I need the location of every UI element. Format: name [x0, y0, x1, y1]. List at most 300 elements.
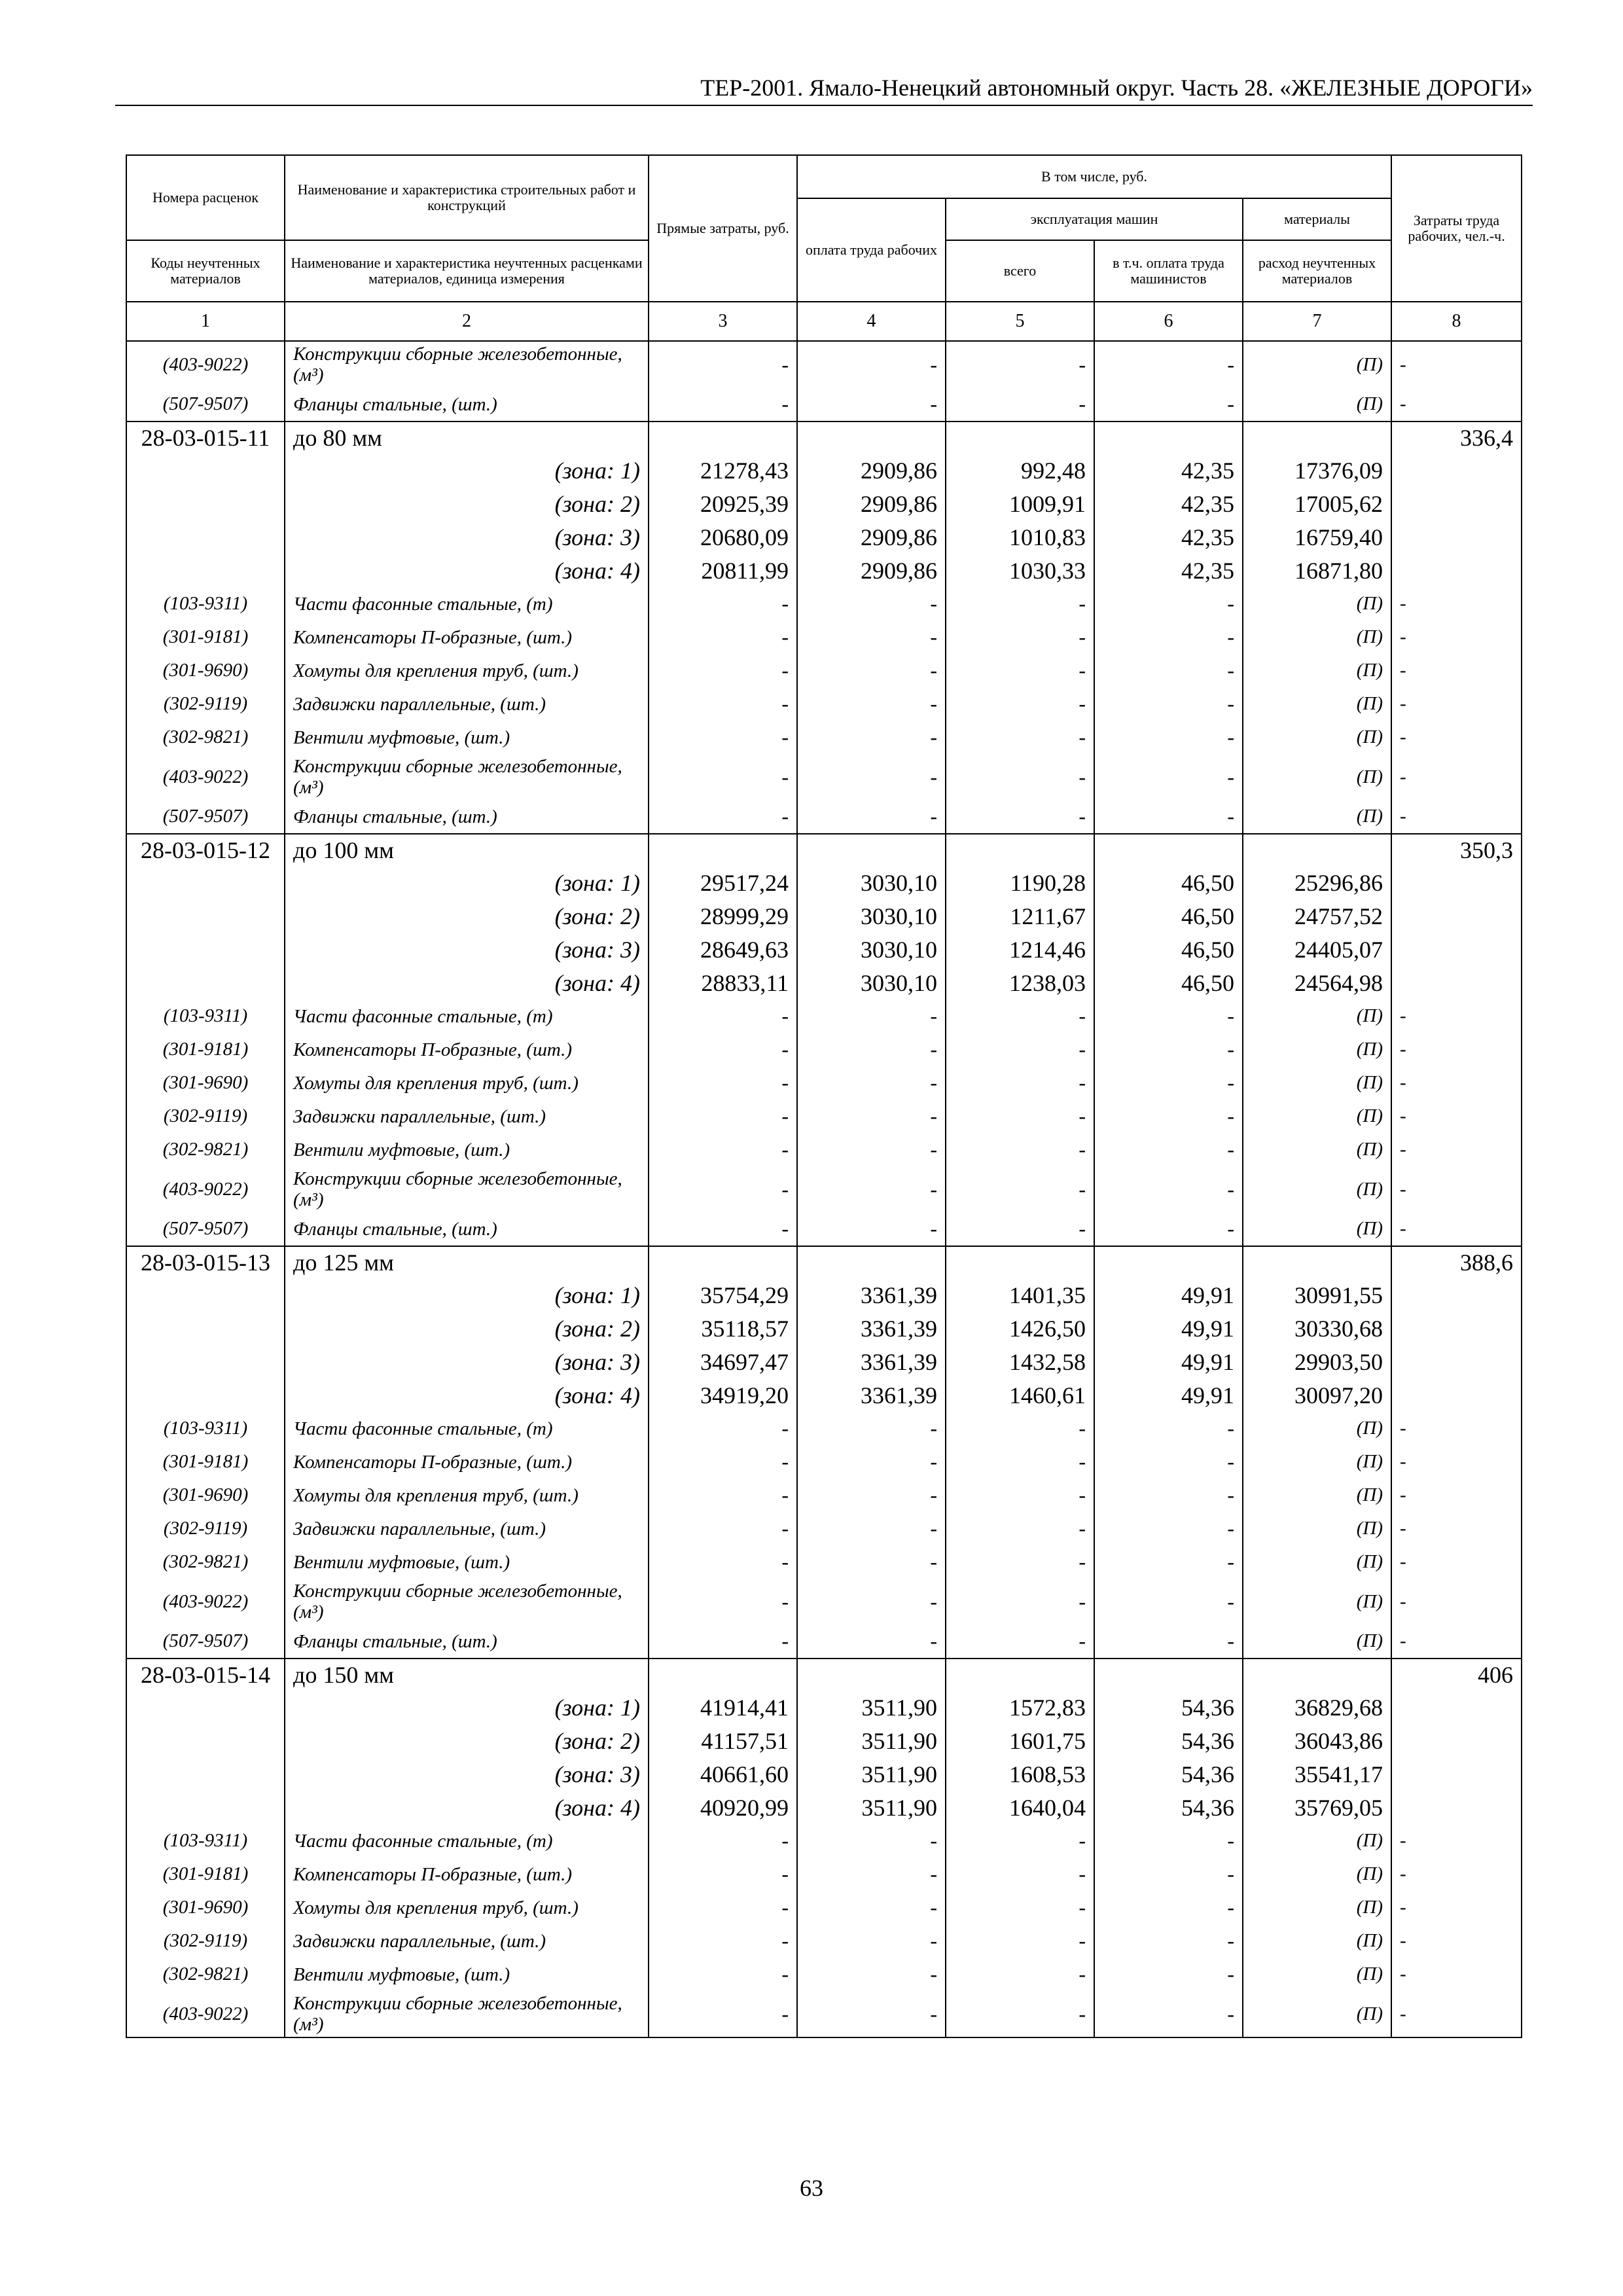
labor-costs-cell: - [1391, 1412, 1522, 1445]
machines-cell: - [946, 654, 1094, 687]
material-code: (301-9690) [126, 654, 285, 687]
labor-wages-cell: - [797, 687, 946, 721]
material-name-header: Наименование и характеристика неучтенных расценками материалов, единица измерения [285, 240, 649, 302]
empty-cell [1391, 520, 1522, 554]
labor-costs-cell: - [1391, 387, 1522, 422]
machines-total-header: всего [946, 240, 1094, 302]
machines-cell: - [946, 1166, 1094, 1212]
material-code: (103-9311) [126, 999, 285, 1033]
empty-cell [126, 1691, 285, 1724]
labor-wages-cell: - [797, 654, 946, 687]
empty-cell [126, 866, 285, 899]
machines-cell: - [946, 1857, 1094, 1891]
material-code: (302-9821) [126, 721, 285, 754]
material-name: Задвижки параллельные, (шт.) [285, 1924, 649, 1958]
machines-cell: - [946, 1624, 1094, 1659]
material-row [126, 341, 1522, 387]
empty-cell [1391, 1691, 1522, 1724]
machinist-cell: - [1094, 1166, 1243, 1212]
labor-wages-cell: - [797, 1991, 946, 2037]
machinist-cell: - [1094, 341, 1243, 387]
material-code: (301-9690) [126, 1891, 285, 1924]
labor-wages-cell: 3511,90 [797, 1791, 946, 1824]
materials-cell: 35769,05 [1243, 1791, 1391, 1824]
materials-cell: 25296,86 [1243, 866, 1391, 899]
material-row [126, 1512, 1522, 1545]
material-row [126, 1479, 1522, 1512]
unaccounted-codes-header: Коды неучтенных материалов [126, 240, 285, 302]
empty-cell [126, 1312, 285, 1345]
labor-wages-cell: 3030,10 [797, 933, 946, 966]
materials-cell: (П) [1243, 1100, 1391, 1133]
material-code: (403-9022) [126, 754, 285, 800]
labor-wages-cell: 2909,86 [797, 520, 946, 554]
direct-costs-cell: - [649, 387, 797, 422]
zone-row [126, 454, 1522, 487]
materials-cell: 30330,68 [1243, 1312, 1391, 1345]
materials-cell: (П) [1243, 721, 1391, 754]
material-name: Компенсаторы П-образные, (шт.) [285, 1857, 649, 1891]
machines-cell: 1030,33 [946, 554, 1094, 587]
machinist-cell: - [1094, 1133, 1243, 1166]
direct-costs-cell: - [649, 1579, 797, 1624]
material-row [126, 1066, 1522, 1100]
machines-cell: - [946, 341, 1094, 387]
labor-costs-cell: - [1391, 999, 1522, 1033]
material-row [126, 1891, 1522, 1924]
empty-cell [126, 1724, 285, 1757]
labor-costs-cell: - [1391, 341, 1522, 387]
empty-cell [1243, 834, 1391, 866]
empty-cell [946, 422, 1094, 454]
machinist-cell: - [1094, 1624, 1243, 1659]
material-code: (403-9022) [126, 341, 285, 387]
materials-cell: (П) [1243, 1445, 1391, 1479]
material-code: (103-9311) [126, 587, 285, 620]
labor-wages-cell: - [797, 1100, 946, 1133]
material-code: (301-9181) [126, 620, 285, 654]
labor-wages-cell: 3030,10 [797, 866, 946, 899]
zone-label: (зона: 2) [285, 899, 649, 933]
materials-cell: (П) [1243, 1479, 1391, 1512]
materials-cell: 24757,52 [1243, 899, 1391, 933]
empty-cell [1391, 487, 1522, 520]
direct-costs-cell: 21278,43 [649, 454, 797, 487]
rate-title: до 100 мм [285, 834, 649, 866]
empty-cell [1243, 422, 1391, 454]
machinist-cell: 49,91 [1094, 1378, 1243, 1412]
machinist-cell: - [1094, 1445, 1243, 1479]
machines-cell: 1640,04 [946, 1791, 1094, 1824]
labor-wages-cell: - [797, 1857, 946, 1891]
zone-row [126, 520, 1522, 554]
machines-cell: - [946, 1958, 1094, 1991]
labor-costs-cell: - [1391, 587, 1522, 620]
labor-costs-cell: - [1391, 1100, 1522, 1133]
empty-cell [1391, 866, 1522, 899]
material-name: Конструкции сборные железобетонные, (м³) [285, 1991, 649, 2037]
empty-cell [126, 1378, 285, 1412]
machinist-cell: 54,36 [1094, 1691, 1243, 1724]
direct-costs-cell: - [649, 587, 797, 620]
rates-table [126, 154, 1522, 2038]
zone-label: (зона: 1) [285, 454, 649, 487]
zone-row [126, 1378, 1522, 1412]
material-row [126, 1924, 1522, 1958]
empty-cell [946, 1659, 1094, 1691]
machines-cell: 1010,83 [946, 520, 1094, 554]
zone-label: (зона: 3) [285, 1345, 649, 1378]
labor-wages-cell: 3030,10 [797, 966, 946, 999]
direct-costs-cell: - [649, 620, 797, 654]
material-name: Конструкции сборные железобетонные, (м³) [285, 1166, 649, 1212]
material-row [126, 1958, 1522, 1991]
materials-cell: (П) [1243, 1991, 1391, 2037]
direct-costs-cell: - [649, 1891, 797, 1924]
materials-cell: 24405,07 [1243, 933, 1391, 966]
empty-cell [126, 1278, 285, 1312]
empty-cell [797, 1246, 946, 1278]
column-number-3: 3 [649, 302, 797, 341]
material-row [126, 1545, 1522, 1579]
material-name: Конструкции сборные железобетонные, (м³) [285, 341, 649, 387]
running-header: ТЕР-2001. Ямало-Ненецкий автономный округ. Часть 28. «ЖЕЛЕЗНЫЕ ДОРОГИ» [700, 75, 1533, 101]
machines-cell: - [946, 800, 1094, 834]
empty-cell [1391, 1724, 1522, 1757]
materials-cell: (П) [1243, 654, 1391, 687]
zone-row [126, 487, 1522, 520]
zone-row [126, 866, 1522, 899]
materials-cell: 36829,68 [1243, 1691, 1391, 1724]
machines-cell: 1426,50 [946, 1312, 1094, 1345]
labor-costs-cell: - [1391, 1624, 1522, 1659]
material-row [126, 1579, 1522, 1624]
including-header: В том числе, руб. [797, 155, 1391, 198]
zone-label: (зона: 3) [285, 1757, 649, 1791]
machinist-cell: 54,36 [1094, 1724, 1243, 1757]
direct-costs-cell: 20925,39 [649, 487, 797, 520]
labor-costs-cell: - [1391, 800, 1522, 834]
machines-cell: - [946, 754, 1094, 800]
labor-wages-cell: - [797, 1212, 946, 1246]
material-code: (507-9507) [126, 387, 285, 422]
materials-cell: (П) [1243, 1166, 1391, 1212]
materials-cell: 29903,50 [1243, 1345, 1391, 1378]
machinist-cell: - [1094, 654, 1243, 687]
labor-wages-cell: - [797, 800, 946, 834]
empty-cell [1094, 834, 1243, 866]
material-code: (301-9690) [126, 1066, 285, 1100]
empty-cell [1094, 422, 1243, 454]
labor-costs-cell: - [1391, 1924, 1522, 1958]
direct-costs-cell: - [649, 1857, 797, 1891]
material-code: (103-9311) [126, 1824, 285, 1857]
labor-wages-cell: 3361,39 [797, 1278, 946, 1312]
empty-cell [126, 1345, 285, 1378]
labor-costs-cell: - [1391, 1033, 1522, 1066]
machines-cell: 1608,53 [946, 1757, 1094, 1791]
machinist-cell: - [1094, 1857, 1243, 1891]
material-code: (507-9507) [126, 800, 285, 834]
machinist-cell: - [1094, 1958, 1243, 1991]
zone-row [126, 1791, 1522, 1824]
direct-costs-cell: - [649, 1066, 797, 1100]
table-header [126, 155, 1522, 341]
machines-cell: 1432,58 [946, 1345, 1094, 1378]
zone-row [126, 899, 1522, 933]
empty-cell [649, 422, 797, 454]
materials-cell: (П) [1243, 1579, 1391, 1624]
empty-cell [946, 1246, 1094, 1278]
labor-wages-cell: - [797, 1166, 946, 1212]
labor-wages-cell: - [797, 754, 946, 800]
machines-cell: 1572,83 [946, 1691, 1094, 1724]
labor-costs-cell: - [1391, 1445, 1522, 1479]
empty-cell [126, 1791, 285, 1824]
material-code: (302-9119) [126, 1924, 285, 1958]
material-name: Компенсаторы П-образные, (шт.) [285, 1033, 649, 1066]
material-code: (301-9181) [126, 1857, 285, 1891]
labor-costs-value: 406 [1391, 1659, 1522, 1691]
labor-costs-cell: - [1391, 1857, 1522, 1891]
material-name: Конструкции сборные железобетонные, (м³) [285, 1579, 649, 1624]
materials-cell: (П) [1243, 620, 1391, 654]
labor-wages-cell: - [797, 721, 946, 754]
material-row [126, 1624, 1522, 1659]
zone-label: (зона: 4) [285, 1791, 649, 1824]
empty-cell [649, 1659, 797, 1691]
machinist-cell: 46,50 [1094, 899, 1243, 933]
direct-costs-cell: - [649, 1958, 797, 1991]
column-number-5: 5 [946, 302, 1094, 341]
direct-costs-cell: - [649, 1624, 797, 1659]
empty-cell [946, 834, 1094, 866]
header-rule [115, 105, 1533, 106]
machinist-cell: - [1094, 387, 1243, 422]
material-name: Конструкции сборные железобетонные, (м³) [285, 754, 649, 800]
machinist-cell: - [1094, 587, 1243, 620]
empty-cell [126, 899, 285, 933]
machines-cell: - [946, 1100, 1094, 1133]
material-row [126, 1133, 1522, 1166]
empty-cell [1391, 933, 1522, 966]
labor-costs-cell: - [1391, 1166, 1522, 1212]
material-row [126, 800, 1522, 834]
machines-cell: - [946, 1033, 1094, 1066]
material-code: (507-9507) [126, 1212, 285, 1246]
material-row [126, 754, 1522, 800]
labor-costs-value: 388,6 [1391, 1246, 1522, 1278]
direct-costs-cell: 35754,29 [649, 1278, 797, 1312]
machinist-cell: - [1094, 800, 1243, 834]
table-body [126, 341, 1522, 2037]
empty-cell [1243, 1659, 1391, 1691]
material-row [126, 387, 1522, 422]
labor-wages-header: оплата труда рабочих [797, 198, 946, 302]
material-code: (302-9821) [126, 1133, 285, 1166]
direct-costs-cell: - [649, 1133, 797, 1166]
material-code: (302-9821) [126, 1545, 285, 1579]
material-row [126, 1445, 1522, 1479]
direct-costs-cell: 34919,20 [649, 1378, 797, 1412]
material-name: Хомуты для крепления труб, (шт.) [285, 1479, 649, 1512]
labor-wages-cell: - [797, 1133, 946, 1166]
column-number-1: 1 [126, 302, 285, 341]
labor-wages-cell: 3030,10 [797, 899, 946, 933]
machinist-cell: - [1094, 754, 1243, 800]
zone-row [126, 1757, 1522, 1791]
zone-label: (зона: 1) [285, 1691, 649, 1724]
zone-label: (зона: 4) [285, 1378, 649, 1412]
labor-wages-cell: - [797, 1545, 946, 1579]
materials-cell: 16759,40 [1243, 520, 1391, 554]
materials-cell: 30991,55 [1243, 1278, 1391, 1312]
labor-costs-cell: - [1391, 1479, 1522, 1512]
empty-cell [1391, 554, 1522, 587]
material-row [126, 587, 1522, 620]
direct-costs-cell: - [649, 1545, 797, 1579]
labor-wages-cell: - [797, 1891, 946, 1924]
labor-costs-cell: - [1391, 1066, 1522, 1100]
empty-cell [126, 454, 285, 487]
column-number-6: 6 [1094, 302, 1243, 341]
material-row [126, 1033, 1522, 1066]
machinist-cell: 54,36 [1094, 1791, 1243, 1824]
material-row [126, 721, 1522, 754]
labor-costs-header: Затраты труда рабочих, чел.-ч. [1391, 155, 1522, 302]
machinist-cell: 46,50 [1094, 933, 1243, 966]
machines-cell: - [946, 687, 1094, 721]
material-name: Вентили муфтовые, (шт.) [285, 1958, 649, 1991]
zone-label: (зона: 2) [285, 487, 649, 520]
machines-cell: - [946, 1445, 1094, 1479]
empty-cell [1391, 454, 1522, 487]
empty-cell [126, 933, 285, 966]
empty-cell [1391, 1757, 1522, 1791]
empty-cell [1094, 1659, 1243, 1691]
labor-wages-cell: - [797, 1958, 946, 1991]
labor-wages-cell: - [797, 1512, 946, 1545]
zone-row [126, 933, 1522, 966]
materials-cell: (П) [1243, 1857, 1391, 1891]
material-row [126, 1412, 1522, 1445]
labor-wages-cell: 3361,39 [797, 1345, 946, 1378]
direct-costs-cell: - [649, 999, 797, 1033]
machinist-cell: 49,91 [1094, 1278, 1243, 1312]
machinist-cell: - [1094, 1824, 1243, 1857]
labor-costs-value: 336,4 [1391, 422, 1522, 454]
machines-cell: - [946, 1891, 1094, 1924]
machines-cell: 1601,75 [946, 1724, 1094, 1757]
machinist-cell: - [1094, 1212, 1243, 1246]
materials-cell: 16871,80 [1243, 554, 1391, 587]
material-code: (302-9119) [126, 1512, 285, 1545]
machinist-cell: - [1094, 1066, 1243, 1100]
labor-costs-cell: - [1391, 620, 1522, 654]
material-name: Фланцы стальные, (шт.) [285, 800, 649, 834]
materials-cell: (П) [1243, 1066, 1391, 1100]
material-name: Хомуты для крепления труб, (шт.) [285, 654, 649, 687]
material-name: Задвижки параллельные, (шт.) [285, 687, 649, 721]
machinist-cell: - [1094, 1924, 1243, 1958]
empty-cell [797, 1659, 946, 1691]
labor-costs-cell: - [1391, 1991, 1522, 2037]
materials-cell: 35541,17 [1243, 1757, 1391, 1791]
empty-cell [1243, 1246, 1391, 1278]
material-name: Части фасонные стальные, (т) [285, 1412, 649, 1445]
material-code: (301-9690) [126, 1479, 285, 1512]
column-number-4: 4 [797, 302, 946, 341]
materials-cell: 17005,62 [1243, 487, 1391, 520]
direct-costs-cell: - [649, 1512, 797, 1545]
material-code: (301-9181) [126, 1445, 285, 1479]
empty-cell [1391, 1278, 1522, 1312]
material-code: (302-9119) [126, 687, 285, 721]
machines-cell: 1460,61 [946, 1378, 1094, 1412]
machinist-cell: - [1094, 1891, 1243, 1924]
rate-code: 28-03-015-14 [126, 1659, 285, 1691]
machines-cell: - [946, 620, 1094, 654]
column-number-2: 2 [285, 302, 649, 341]
empty-cell [797, 422, 946, 454]
machinist-cell: - [1094, 1479, 1243, 1512]
labor-wages-cell: 3511,90 [797, 1691, 946, 1724]
direct-costs-cell: 40920,99 [649, 1791, 797, 1824]
machines-cell: - [946, 1066, 1094, 1100]
material-name: Вентили муфтовые, (шт.) [285, 1133, 649, 1166]
empty-cell [797, 834, 946, 866]
zone-label: (зона: 4) [285, 966, 649, 999]
rate-header-row [126, 1659, 1522, 1691]
materials-cell: (П) [1243, 1512, 1391, 1545]
labor-wages-cell: - [797, 1066, 946, 1100]
materials-cell: (П) [1243, 1412, 1391, 1445]
empty-cell [1391, 966, 1522, 999]
materials-cell: 17376,09 [1243, 454, 1391, 487]
machine-operation-header: эксплуатация машин [946, 198, 1243, 240]
direct-costs-cell: - [649, 1991, 797, 2037]
materials-cell: (П) [1243, 1212, 1391, 1246]
labor-costs-cell: - [1391, 654, 1522, 687]
direct-costs-cell: 28649,63 [649, 933, 797, 966]
labor-wages-cell: - [797, 1824, 946, 1857]
labor-wages-cell: 3361,39 [797, 1378, 946, 1412]
material-name: Части фасонные стальные, (т) [285, 999, 649, 1033]
zone-label: (зона: 2) [285, 1724, 649, 1757]
materials-cell: (П) [1243, 1624, 1391, 1659]
machinist-cell: 46,50 [1094, 866, 1243, 899]
rate-code: 28-03-015-13 [126, 1246, 285, 1278]
empty-cell [126, 520, 285, 554]
material-name: Фланцы стальные, (шт.) [285, 387, 649, 422]
page-number: 63 [800, 2175, 823, 2201]
material-name: Задвижки параллельные, (шт.) [285, 1512, 649, 1545]
machinist-cell: 54,36 [1094, 1757, 1243, 1791]
empty-cell [126, 966, 285, 999]
labor-costs-cell: - [1391, 1579, 1522, 1624]
labor-costs-value: 350,3 [1391, 834, 1522, 866]
direct-costs-cell: 41157,51 [649, 1724, 797, 1757]
column-number-7: 7 [1243, 302, 1391, 341]
machines-cell: 992,48 [946, 454, 1094, 487]
direct-costs-cell: 28833,11 [649, 966, 797, 999]
machines-cell: - [946, 1924, 1094, 1958]
materials-cell: (П) [1243, 1033, 1391, 1066]
material-code: (403-9022) [126, 1579, 285, 1624]
machinist-cell: - [1094, 1579, 1243, 1624]
labor-costs-cell: - [1391, 1891, 1522, 1924]
labor-wages-cell: - [797, 1624, 946, 1659]
